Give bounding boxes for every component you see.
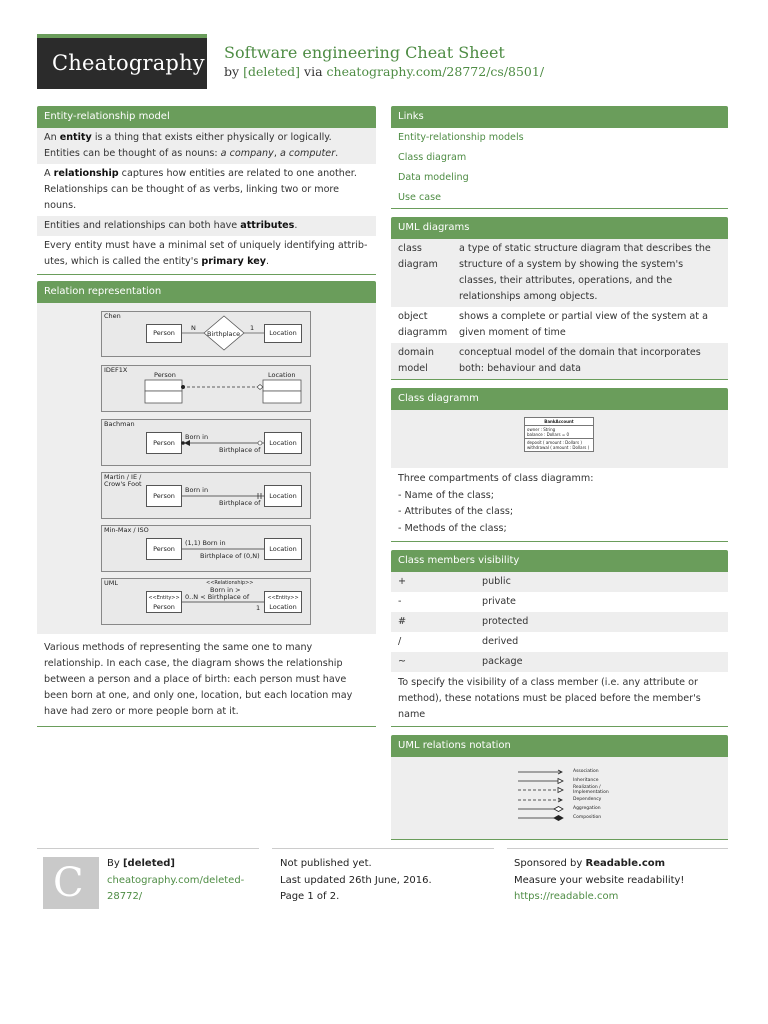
bachman-bottom-label: Birthplace of <box>219 446 261 454</box>
cheatography-logo[interactable] <box>37 34 207 89</box>
visibility-row <box>391 572 728 592</box>
footer-sponsor-block <box>514 856 728 906</box>
footer-page: Page 1 of 2. <box>280 891 340 902</box>
footer-author[interactable]: [deleted] <box>122 858 175 869</box>
uml-relation-label: Aggregation <box>573 806 601 811</box>
class-box-name: BankAccount <box>525 418 593 426</box>
uml-person-name: Person <box>153 603 175 611</box>
uml-diagram-definition: shows a complete or partial view of the system at a given moment of time <box>459 311 708 338</box>
class-diagram-figure <box>391 410 728 468</box>
uml-label: UML <box>104 579 118 587</box>
class-diagramm-line: Three compartments of class diagramm: <box>398 473 594 484</box>
bachman-location-box: Location <box>264 432 302 454</box>
footer-author-block <box>107 856 257 906</box>
avatar-letter: C <box>53 860 84 906</box>
class-box-attributes <box>525 426 593 439</box>
uml-diagram-definition: a type of static structure diagram that describes the structure of a system by showing the system's classes, their attributes, operations, and the relationships among objects. <box>459 243 711 302</box>
crows-foot-bottom-label: Birthplace of <box>219 499 261 507</box>
uml-rel-stereotype: <<Relationship>> <box>206 580 254 586</box>
er-entity-paragraph <box>37 128 376 164</box>
visibility-symbol: + <box>398 576 407 587</box>
right-column <box>391 106 728 840</box>
footer-sponsor-name[interactable]: Readable.com <box>585 858 666 869</box>
crows-foot-relationship-shape <box>102 473 312 520</box>
min-max-person-box: Person <box>146 538 182 560</box>
uml-diagrams-heading: UML diagrams <box>391 217 728 239</box>
bachman-relationship-shape <box>102 420 312 467</box>
uml-relation-label: Association <box>573 769 599 774</box>
min-max-relationship-shape <box>102 526 312 573</box>
visibility-meaning: protected <box>482 616 529 627</box>
footer-published: Not published yet. <box>280 858 372 869</box>
crows-foot-person-box: Person <box>146 485 182 507</box>
left-column <box>37 106 376 727</box>
attributes-term: attributes <box>240 220 295 231</box>
sheet-url-link[interactable]: cheatography.com/28772/cs/8501/ <box>326 64 545 79</box>
t: . <box>294 220 298 231</box>
t: A <box>44 168 54 179</box>
visibility-heading: Class members visibility <box>391 550 728 572</box>
relation-representation-heading: Relation representation <box>37 281 376 303</box>
footer-sponsor-tagline: Measure your website readability! <box>514 874 685 886</box>
uml-relations-card <box>391 735 728 840</box>
class-diagramm-card <box>391 388 728 542</box>
class-box-attribute: owner : String <box>527 427 556 432</box>
bachman-diagram <box>101 419 311 466</box>
visibility-row <box>391 612 728 632</box>
author-link[interactable]: [deleted] <box>243 64 301 79</box>
t: . <box>335 148 339 159</box>
footer-author-line <box>107 856 257 873</box>
footer-status-block <box>280 856 490 906</box>
chen-one-label: 1 <box>250 324 255 332</box>
visibility-meaning: derived <box>482 636 519 647</box>
link-data-modeling[interactable]: Data modeling <box>398 172 469 183</box>
example-company: a company <box>220 148 274 159</box>
uml-diagram-row <box>391 343 728 379</box>
min-max-bottom-label: Birthplace of (0,N) <box>200 552 260 560</box>
uml-relations-heading: UML relations notation <box>391 735 728 757</box>
author-avatar[interactable] <box>43 857 99 909</box>
link-er-models[interactable]: Entity-relationship models <box>398 132 524 143</box>
t: An <box>44 132 60 143</box>
class-box <box>524 417 594 452</box>
entity-term: entity <box>59 132 92 143</box>
uml-diagram-row <box>391 307 728 343</box>
class-diagramm-text <box>391 468 728 541</box>
t: , <box>273 148 280 159</box>
link-use-case[interactable]: Use case <box>398 192 442 203</box>
relation-notation-figure <box>37 303 376 634</box>
er-attributes-paragraph <box>37 216 376 236</box>
uml-relation-label: Composition <box>573 815 602 820</box>
byline-by: by <box>224 64 240 79</box>
footer-divider <box>37 848 259 849</box>
visibility-card <box>391 550 728 727</box>
uml-relationship-shape <box>102 579 312 626</box>
uml-relations-figure <box>391 757 728 839</box>
uml-diagram-term: class diagram <box>398 243 438 270</box>
chen-rel-label: Birthplace <box>207 330 241 338</box>
relation-representation-card <box>37 281 376 727</box>
visibility-meaning: package <box>482 656 523 667</box>
visibility-meaning: public <box>482 576 511 587</box>
footer-sponsored-line <box>514 856 728 873</box>
logo-text: Cheatography <box>52 51 205 75</box>
uml-born-in-label: Born in > <box>210 586 241 594</box>
uml-relation-label: Realization / Implementation <box>573 785 609 795</box>
bachman-label: Bachman <box>104 420 135 428</box>
footer-sponsored-by: Sponsored by <box>514 858 583 869</box>
t: Entities and relationships can both have <box>44 220 241 231</box>
crows-foot-top-label: Born in <box>185 486 209 494</box>
relation-representation-description: Various methods of representing the same one to many relationship. In each case, the diagram shows the relationship between a person and a place of birth: each person must have been born at one, and only one, location, but each location may have had zero or more people born at it. <box>44 642 353 717</box>
idef1x-person-label: Person <box>154 371 176 379</box>
visibility-symbol: # <box>398 616 407 627</box>
visibility-symbol: - <box>398 596 402 607</box>
class-diagramm-line: - Attributes of the class; <box>398 506 514 517</box>
min-max-top-label: (1,1) Born in <box>185 539 226 547</box>
class-diagramm-line: - Name of the class; <box>398 489 495 501</box>
class-diagramm-line: - Methods of the class; <box>398 522 507 534</box>
t: captures how entities are related to one another. Relationships can be thought of as verbs, linking two or more nouns. <box>44 168 357 211</box>
bachman-person-box: Person <box>146 432 182 454</box>
visibility-meaning: private <box>482 596 516 607</box>
idef1x-location-label: Location <box>268 371 296 379</box>
byline-via: via <box>304 64 323 79</box>
class-box-operations <box>525 439 593 451</box>
uml-diagram-term: domain model <box>398 347 434 374</box>
min-max-diagram <box>101 525 311 572</box>
links-card <box>391 106 728 209</box>
footer-divider <box>507 848 728 849</box>
class-box-operation: deposit ( amount : Dollars ) <box>527 440 582 445</box>
min-max-label: Min-Max / ISO <box>104 526 149 534</box>
class-box-operation: withdrawal ( amount : Dollars ) <box>527 445 590 450</box>
chen-person-box: Person <box>146 324 182 343</box>
footer-by: By <box>107 858 120 869</box>
t: is a thing that exists either physically or logically. Entities can be thought of as nouns: <box>44 132 332 159</box>
uml-relation-diagram <box>101 578 311 625</box>
uml-diagram-definition: conceptual model of the domain that incorporates both: behaviour and data <box>459 347 701 374</box>
visibility-note: To specify the visibility of a class member (i.e. any attribute or method), these notations must be placed before the member's name <box>398 677 701 720</box>
idef1x-relationship-shape <box>102 366 312 413</box>
relationship-term: relationship <box>53 168 119 179</box>
links-heading: Links <box>391 106 728 128</box>
footer-divider <box>272 848 494 849</box>
crows-foot-diagram <box>101 472 311 519</box>
footer-sponsor-link[interactable]: https://readable.com <box>514 891 619 902</box>
chen-label: Chen <box>104 312 121 320</box>
uml-mid-label: 0..N < Birthplace of <box>185 593 250 601</box>
bachman-top-label: Born in <box>185 433 209 441</box>
uml-person-stereotype: <<Entity>> <box>148 595 180 601</box>
visibility-symbol: ~ <box>398 656 407 667</box>
page-title: Software engineering Cheat Sheet <box>224 43 505 62</box>
uml-one-label: 1 <box>256 604 261 612</box>
chen-diagram <box>101 311 311 357</box>
uml-relation-label: Inheritance <box>573 778 599 783</box>
byline <box>224 64 544 79</box>
t: Every entity must have a minimal set of uniquely identifying attrib-utes, which is called the entity's <box>44 240 368 267</box>
class-diagramm-heading: Class diagramm <box>391 388 728 410</box>
primary-key-term: primary key <box>201 256 266 267</box>
uml-location-stereotype: <<Entity>> <box>267 595 299 601</box>
visibility-symbol: / <box>398 636 402 647</box>
er-relationship-paragraph <box>37 164 376 216</box>
idef1x-diagram <box>101 365 311 412</box>
chen-location-box: Location <box>264 324 302 343</box>
er-model-card <box>37 106 376 275</box>
uml-diagram-row <box>391 239 728 307</box>
footer-profile-link[interactable]: cheatography.com/deleted-28772/ <box>107 874 245 902</box>
visibility-row <box>391 592 728 612</box>
uml-relations-arrows <box>516 767 566 827</box>
idef1x-label: IDEF1X <box>104 366 128 374</box>
t: . <box>266 256 270 267</box>
visibility-row <box>391 652 728 672</box>
example-computer: a computer <box>279 148 336 159</box>
link-class-diagram[interactable]: Class diagram <box>398 152 467 163</box>
class-box-attribute: balance : Dollars = 0 <box>527 432 570 437</box>
uml-relation-label: Dependency <box>573 797 602 802</box>
uml-diagram-term: object diagramm <box>398 311 448 338</box>
chen-n-label: N <box>191 324 196 332</box>
uml-diagrams-card <box>391 217 728 380</box>
visibility-row <box>391 632 728 652</box>
uml-location-name: Location <box>269 603 297 611</box>
er-primary-key-paragraph <box>37 236 376 274</box>
crows-foot-location-box: Location <box>264 485 302 507</box>
min-max-location-box: Location <box>264 538 302 560</box>
er-model-heading: Entity-relationship model <box>37 106 376 128</box>
crows-foot-label: Martin / IE / Crow's Foot <box>104 473 142 488</box>
footer-updated: Last updated 26th June, 2016. <box>280 874 432 886</box>
